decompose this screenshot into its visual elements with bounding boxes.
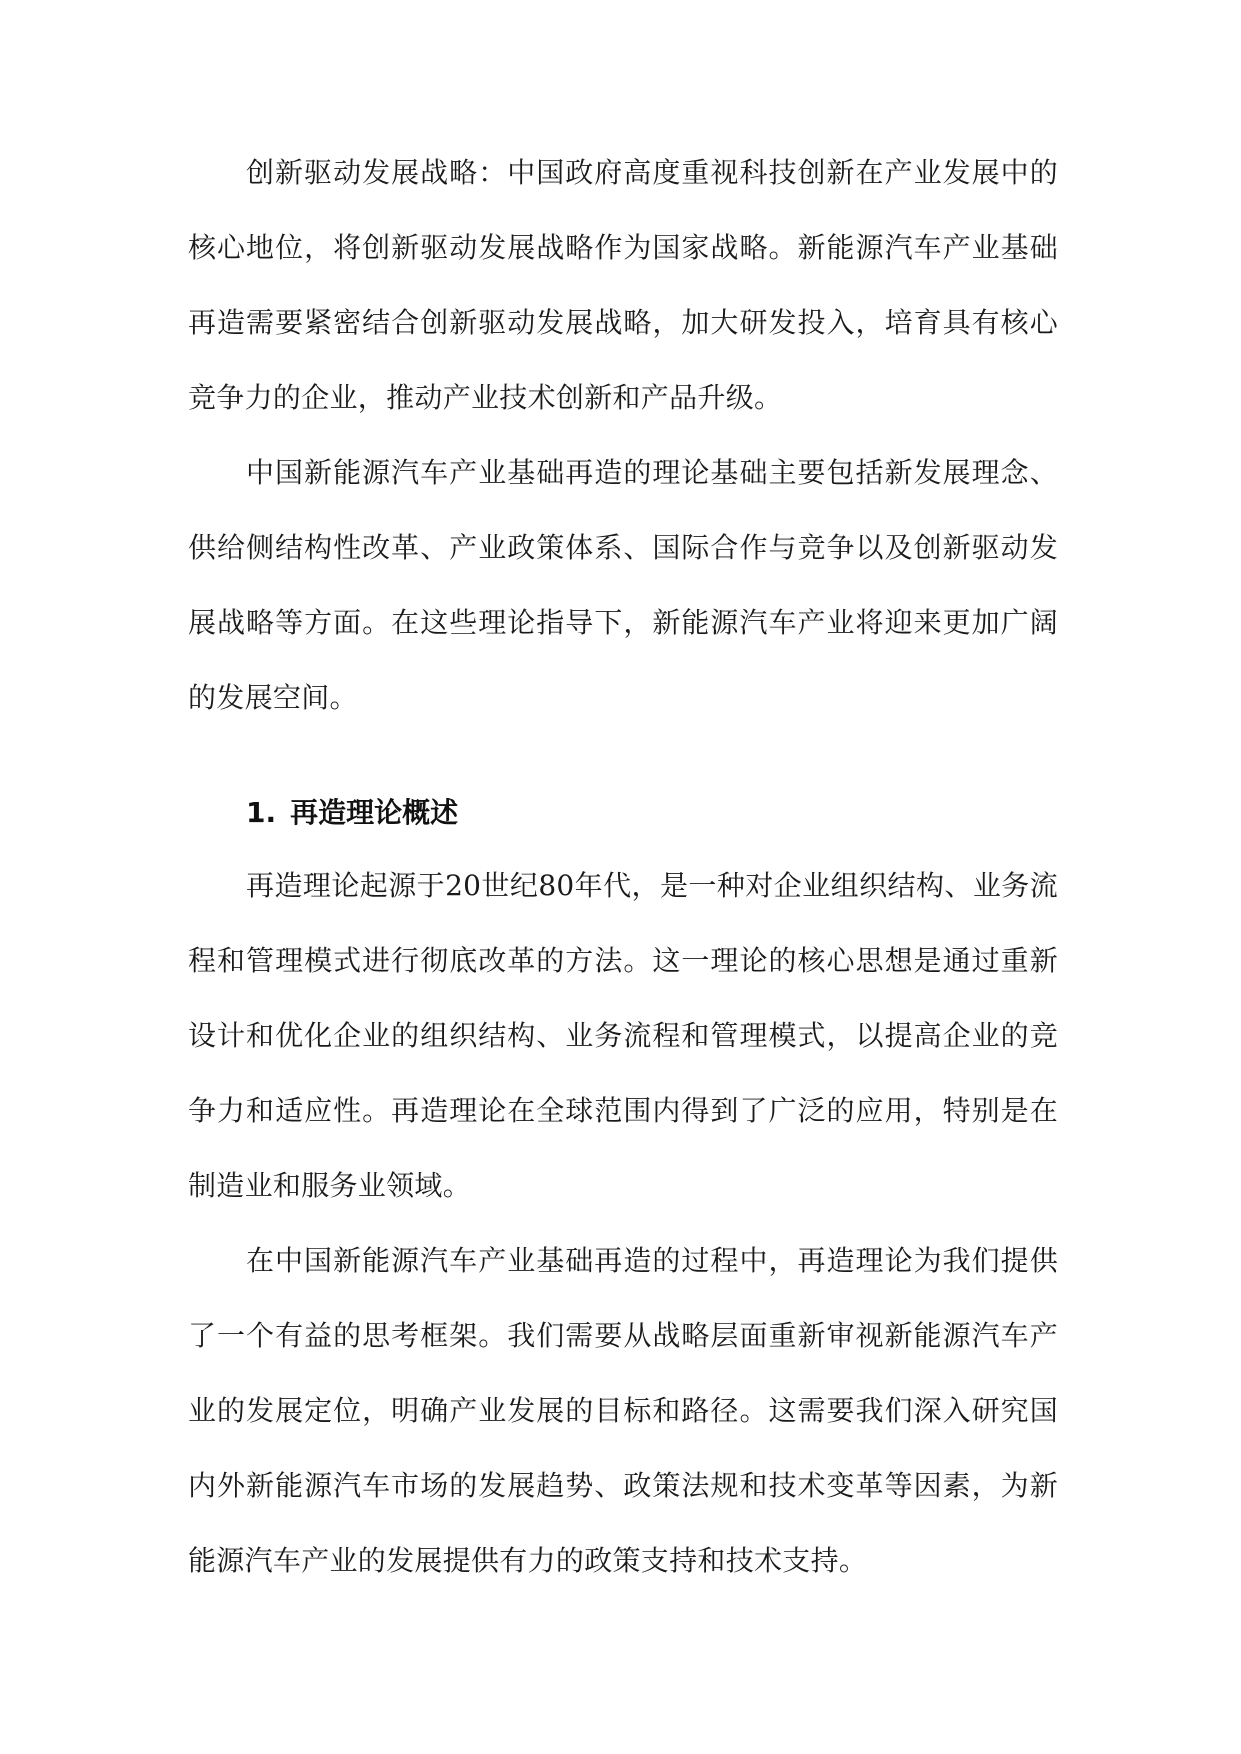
paragraph-theory-summary: 中国新能源汽车产业基础再造的理论基础主要包括新发展理念、供给侧结构性改革、产业政策体系、国际合作与竞争以及创新驱动发展战略等方面。在这些理论指导下，新能源汽车产业将迎来更加广阔的发展空间。	[188, 456, 1058, 714]
section-title: 再造理论概述	[290, 796, 459, 829]
paragraph-reengineering-origin: 再造理论起源于20世纪80年代，是一种对企业组织结构、业务流程和管理模式进行彻底改革的方法。这一理论的核心思想是通过重新设计和优化企业的组织结构、业务流程和管理模式，以提高企业的竞争力和适应性。再造理论在全球范围内得到了广泛的应用，特别是在制造业和服务业领域。	[188, 869, 1058, 1202]
paragraph-innovation-strategy: 创新驱动发展战略：中国政府高度重视科技创新在产业发展中的核心地位，将创新驱动发展战略作为国家战略。新能源汽车产业基础再造需要紧密结合创新驱动发展战略，加大研发投入，培育具有核心竞争力的企业，推动产业技术创新和产品升级。	[188, 156, 1058, 414]
section-heading	[246, 775, 458, 850]
paragraph-reengineering-application: 在中国新能源汽车产业基础再造的过程中，再造理论为我们提供了一个有益的思考框架。我们需要从战略层面重新审视新能源汽车产业的发展定位，明确产业发展的目标和路径。这需要我们深入研究国内外新能源汽车市场的发展趋势、政策法规和技术变革等因素，为新能源汽车产业的发展提供有力的政策支持和技术支持。	[188, 1244, 1058, 1577]
section-number: 1.	[246, 796, 277, 829]
